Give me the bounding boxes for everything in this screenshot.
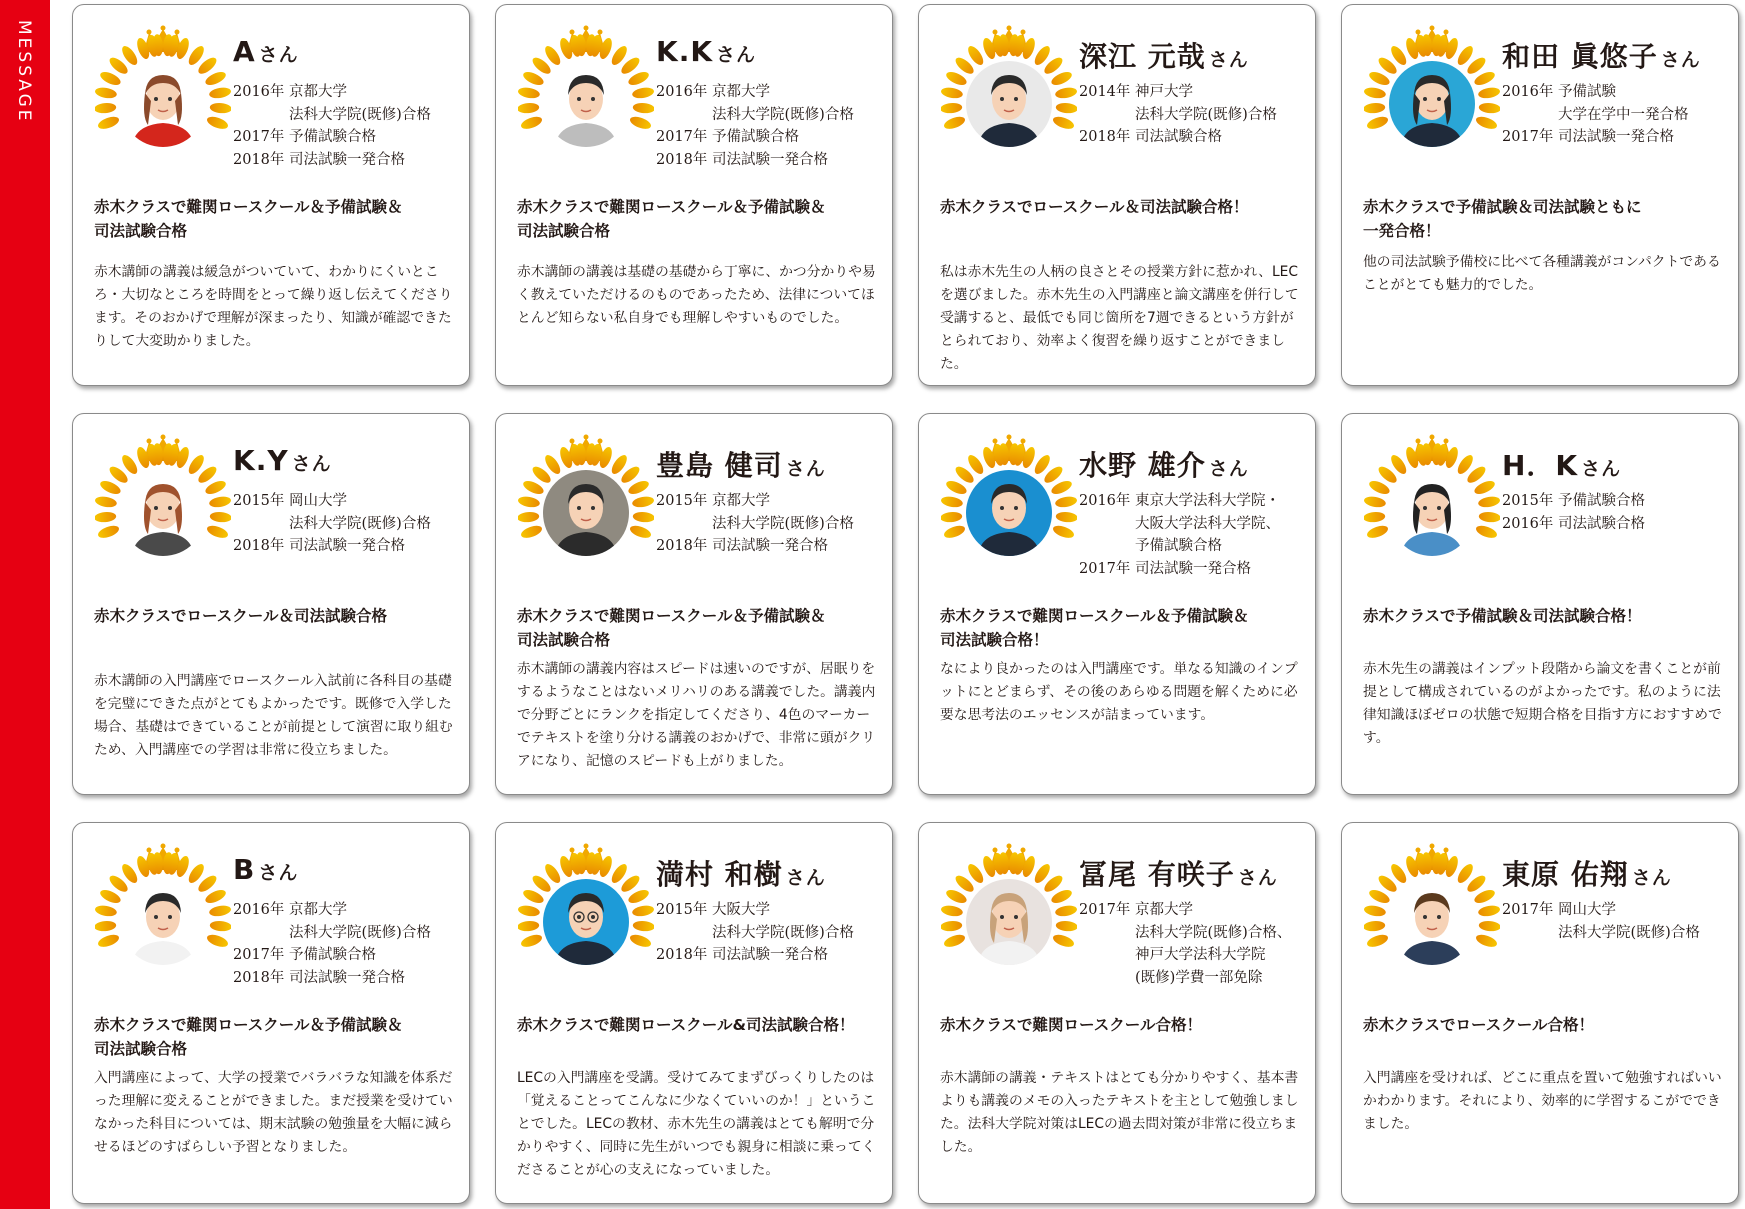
illustration-man-gray-shirt-icon [543, 61, 629, 147]
history-row [656, 944, 854, 967]
person-name: A さん [233, 35, 299, 68]
laurel-emblem [518, 843, 654, 979]
history-text: 岡山大学 [289, 493, 347, 509]
illustration-man-black-hair-icon [120, 879, 206, 965]
history-year [233, 513, 289, 536]
history-row [233, 81, 431, 104]
laurel-emblem [518, 25, 654, 161]
exam-history [233, 899, 431, 989]
photo-man-dark-shirt-icon [543, 470, 629, 556]
history-row [656, 81, 854, 104]
person-name: K.K さん [656, 35, 757, 68]
headline-line: 一発合格！ [1363, 222, 1441, 240]
photo-man-suit-icon [966, 61, 1052, 147]
history-text: 司法試験一発合格 [289, 538, 405, 554]
history-text: 京都大学 [289, 902, 347, 918]
photo-woman-blue-bg-icon [1389, 61, 1475, 147]
illustration-woman-long-hair-icon [120, 470, 206, 556]
history-year: 2018年 [1079, 129, 1131, 145]
history-row [233, 126, 431, 149]
headline-line: 司法試験合格 [94, 222, 188, 240]
exam-history [233, 490, 431, 558]
history-text: 京都大学 [289, 84, 347, 100]
history-year [1079, 513, 1135, 536]
honorific: さん [258, 44, 299, 66]
history-text: 大阪大学 [712, 902, 770, 918]
testimonial-card [495, 4, 893, 386]
headline-line: 赤木クラスで難関ロースクール＆予備試験＆ [517, 607, 826, 625]
laurel-emblem [518, 434, 654, 570]
person-name: 満村 和樹 さん [656, 858, 826, 891]
history-year [656, 104, 712, 127]
headline [940, 1013, 1310, 1037]
history-year [656, 922, 712, 945]
history-text: 大阪大学法科大学院、 [1135, 515, 1280, 532]
history-row [1079, 899, 1291, 922]
headline-line: 赤木クラスでロースクール＆司法試験合格 [94, 607, 387, 625]
honorific: さん [785, 867, 826, 889]
laurel-emblem [95, 25, 231, 161]
history-row [656, 126, 854, 149]
history-row [656, 490, 854, 513]
avatar [966, 470, 1052, 556]
avatar [120, 470, 206, 556]
history-year: 2015年 [656, 902, 708, 918]
history-text: 法科大学院(既修)合格 [1558, 924, 1700, 941]
honorific: さん [716, 44, 757, 66]
testimonial-card [495, 413, 893, 795]
person-name: 豊島 健司 さん [656, 449, 826, 482]
headline [1363, 195, 1733, 243]
headline-line: 赤木クラスで難関ロースクール合格！ [940, 1016, 1202, 1034]
exam-history [656, 899, 854, 967]
history-row [1079, 535, 1280, 558]
testimonial-card [72, 822, 470, 1204]
history-year [233, 922, 289, 945]
history-year: 2018年 [656, 538, 708, 554]
headline [940, 604, 1310, 652]
testimonial-body: 入門講座を受ければ、どこに重点を置いて勉強すればいいかわかります。それにより、効率的に学習するこがでできました。 [1363, 1070, 1722, 1132]
history-year [656, 513, 712, 536]
history-text: 大学在学中一発合格 [1558, 106, 1689, 123]
laurel-emblem [95, 843, 231, 979]
history-year: 2016年 [233, 902, 285, 918]
history-row [1079, 104, 1277, 127]
history-year: 2016年 [656, 84, 708, 100]
illustration-woman-denim-icon [1389, 470, 1475, 556]
testimonial-card [918, 413, 1316, 795]
headline-line: 赤木クラスでロースクール合格！ [1363, 1016, 1594, 1034]
history-row [233, 967, 431, 990]
history-row [233, 149, 431, 172]
laurel-emblem [1364, 25, 1500, 161]
honorific: さん [785, 458, 826, 480]
history-text: 東京大学法科大学院・ [1135, 493, 1280, 509]
history-row [1502, 922, 1700, 945]
laurel-emblem [941, 843, 1077, 979]
headline-line: 赤木クラスで難関ロースクール＆予備試験＆ [940, 607, 1249, 625]
laurel-emblem [1364, 843, 1500, 979]
history-row [233, 490, 431, 513]
history-year [1079, 104, 1135, 127]
headline [94, 604, 464, 628]
headline [517, 604, 887, 652]
history-text: 司法試験一発合格 [289, 151, 405, 168]
history-row [656, 104, 854, 127]
avatar [120, 61, 206, 147]
exam-history [1502, 899, 1700, 944]
exam-history [656, 81, 854, 171]
illustration-woman-short-hair-icon [120, 61, 206, 147]
headline-line: 赤木クラスで難関ロースクール＆予備試験＆ [94, 198, 403, 216]
history-text: 司法試験一発合格 [712, 947, 828, 963]
history-row [1079, 81, 1277, 104]
history-text: 司法試験合格 [1558, 515, 1645, 532]
history-text: 法科大学院(既修)合格 [1135, 106, 1277, 123]
testimonial-card [72, 4, 470, 386]
honorific: さん [1631, 867, 1672, 889]
history-row [656, 535, 854, 558]
history-year: 2017年 [1502, 902, 1554, 918]
history-year [1502, 104, 1558, 127]
photo-woman-light-icon [966, 879, 1052, 965]
history-year [233, 104, 289, 127]
headline-line: 司法試験合格 [517, 222, 611, 240]
history-row [233, 922, 431, 945]
headline-line: 赤木クラスで予備試験＆司法試験合格！ [1363, 607, 1642, 625]
person-name: B さん [233, 853, 299, 886]
history-text: 予備試験合格 [289, 947, 376, 963]
avatar [543, 61, 629, 147]
history-text: 司法試験一発合格 [1558, 129, 1674, 145]
testimonial-body: 赤木先生の講義はインプット段階から論文を書くことが前提として構成されているのがよかったです。私のように法律知識ほぼゼロの状態で短期合格を目指す方におすすめです。 [1363, 661, 1722, 746]
person-name: K.Y さん [233, 444, 332, 477]
history-text: 司法試験一発合格 [289, 969, 405, 986]
history-year [1079, 922, 1135, 945]
headline [1363, 604, 1733, 628]
history-year [1502, 922, 1558, 945]
honorific: さん [1660, 49, 1701, 71]
headline [940, 195, 1310, 219]
avatar [966, 61, 1052, 147]
testimonial-body: なにより良かったのは入門講座です。単なる知識のインプットにとどまらず、その後のあらゆる問題を解くために必要な思考法のエッセンスが詰まっています。 [940, 661, 1298, 723]
exam-history [1079, 899, 1291, 989]
history-year: 2018年 [656, 947, 708, 963]
headline [517, 1013, 887, 1037]
photo-man-blue-bg-icon [966, 470, 1052, 556]
history-row [1502, 490, 1645, 513]
avatar [543, 879, 629, 965]
exam-history [233, 81, 431, 171]
person-name: 冨尾 有咲子 さん [1079, 858, 1278, 891]
laurel-emblem [941, 25, 1077, 161]
laurel-emblem [941, 434, 1077, 570]
history-year: 2016年 [1502, 84, 1554, 100]
history-year [1079, 944, 1135, 967]
headline-line: 赤木クラスでロースクール＆司法試験合格！ [940, 198, 1249, 216]
history-year: 2017年 [1079, 902, 1131, 918]
history-year: 2016年 [233, 84, 285, 100]
headline [94, 195, 464, 243]
testimonial-body: 赤木講師の入門講座でロースクール入試前に各科目の基礎を完璧にできた点がとてもよかったです。既修で入学した場合、基礎はできていることが前提として演習に取り組むため、入門講座での学習は非常に役立ちました。 [94, 673, 453, 758]
testimonial-grid [72, 4, 1739, 1204]
history-text: 司法試験合格 [1135, 129, 1222, 145]
history-row [1079, 126, 1277, 149]
headline-line: 赤木クラスで予備試験＆司法試験ともに [1363, 198, 1642, 216]
history-row [1079, 513, 1280, 536]
honorific: さん [1237, 867, 1278, 889]
history-year: 2015年 [1502, 493, 1554, 509]
person-name: 深江 元哉 さん [1079, 40, 1249, 73]
headline-line: 司法試験合格 [94, 1040, 188, 1058]
headline [1363, 1013, 1733, 1037]
headline-line: 司法試験合格！ [940, 631, 1049, 649]
honorific: さん [1581, 458, 1622, 480]
headline-line: 赤木クラスで難関ロースクール&司法試験合格！ [517, 1016, 855, 1034]
history-text: (既修)学費一部免除 [1135, 969, 1263, 986]
testimonial-card [1341, 4, 1739, 386]
sidebar-label: MESSAGE [14, 20, 34, 124]
testimonial-card [1341, 413, 1739, 795]
history-row [656, 513, 854, 536]
honorific: さん [258, 862, 299, 884]
history-row [1502, 104, 1689, 127]
testimonial-card [918, 822, 1316, 1204]
honorific: さん [291, 453, 332, 475]
avatar [1389, 879, 1475, 965]
testimonial-body: LECの入門講座を受講。受けてみてまずびっくりしたのは「覚えることってこんなに少なくていいのか！」ということでした。LECの教材、赤木先生の講義はとても解明で分かりやすく、同時に先生がいつでも親身に相談に乗ってくださることが心の支えになっていました。 [517, 1070, 876, 1178]
history-text: 法科大学院(既修)合格 [712, 106, 854, 123]
history-year: 2018年 [233, 538, 285, 554]
person-name: H．K さん [1502, 449, 1622, 482]
testimonial-body: 赤木講師の講義内容はスピードは速いのですが、居眠りをするようなことはないメリハリのある講義でした。講義内で分野ごとにランクを指定してくださり、4色のマーカーでテキストを塗り分ける講義のおかげで、非常に頭がクリアになり、記憶のスピードも上がりました。 [517, 661, 876, 769]
history-year: 2018年 [233, 969, 285, 986]
history-text: 予備試験合格 [289, 129, 376, 145]
history-row [233, 535, 431, 558]
history-text: 法科大学院(既修)合格 [712, 924, 854, 941]
history-row [656, 149, 854, 172]
sidebar [0, 0, 50, 1209]
laurel-emblem [95, 434, 231, 570]
history-row [233, 104, 431, 127]
history-text: 京都大学 [712, 84, 770, 100]
history-year: 2015年 [656, 493, 708, 509]
history-row [1502, 126, 1689, 149]
history-text: 予備試験合格 [1558, 493, 1645, 509]
history-text: 法科大学院(既修)合格 [289, 515, 431, 532]
history-year: 2017年 [656, 129, 708, 145]
exam-history [1079, 81, 1277, 149]
history-year: 2018年 [233, 151, 285, 168]
headline [517, 195, 887, 243]
history-year: 2015年 [233, 493, 285, 509]
person-name: 水野 雄介 さん [1079, 449, 1249, 482]
testimonial-body: 入門講座によって、大学の授業でバラバラな知識を体系だった理解に変えることができました。まだ授業を受けていなかった科目については、期末試験の勉強量を大幅に減らせるほどのすばらしい予習となりました。 [94, 1070, 453, 1155]
history-row [233, 513, 431, 536]
avatar [1389, 61, 1475, 147]
exam-history [656, 490, 854, 558]
testimonial-card [495, 822, 893, 1204]
testimonial-body: 赤木講師の講義・テキストはとても分かりやすく、基本書よりも講義のメモの入ったテキストを主として勉強しました。法科大学院対策はLECの過去問対策が非常に役立ちました。 [940, 1070, 1299, 1155]
avatar [966, 879, 1052, 965]
photo-man-glasses-icon [543, 879, 629, 965]
history-text: 司法試験一発合格 [712, 538, 828, 554]
honorific: さん [1208, 49, 1249, 71]
testimonial-body: 赤木講師の講義は基礎の基礎から丁寧に、かつ分かりや易く教えていただけるのものであったため、法律についてほとんど知らない私自身でも理解しやすいものでした。 [517, 264, 876, 326]
history-row [1079, 944, 1291, 967]
history-text: 法科大学院(既修)合格、 [1135, 924, 1292, 941]
history-row [233, 944, 431, 967]
history-year: 2014年 [1079, 84, 1131, 100]
person-name: 和田 眞悠子 さん [1502, 40, 1701, 73]
history-text: 京都大学 [1135, 902, 1193, 918]
headline-line: 司法試験合格 [517, 631, 611, 649]
honorific: さん [1208, 458, 1249, 480]
testimonial-card [918, 4, 1316, 386]
avatar [1389, 470, 1475, 556]
testimonial-card [72, 413, 470, 795]
history-row [1502, 81, 1689, 104]
history-text: 京都大学 [712, 493, 770, 509]
history-year [1079, 535, 1135, 558]
avatar [543, 470, 629, 556]
history-text: 神戸大学法科大学院 [1135, 947, 1266, 963]
headline-line: 赤木クラスで難関ロースクール＆予備試験＆ [94, 1016, 403, 1034]
exam-history [1079, 490, 1280, 580]
exam-history [1502, 490, 1645, 535]
history-text: 法科大学院(既修)合格 [712, 515, 854, 532]
history-row [1079, 558, 1280, 581]
history-text: 法科大学院(既修)合格 [289, 106, 431, 123]
history-year: 2017年 [1079, 560, 1131, 577]
history-row [1079, 490, 1280, 513]
testimonial-body: 他の司法試験予備校に比べて各種講義がコンパクトであることがとても魅力的でした。 [1363, 254, 1721, 293]
headline [94, 1013, 464, 1061]
history-row [656, 922, 854, 945]
testimonial-body: 私は赤木先生の人柄の良さとその授業方針に惹かれ、LECを選びました。赤木先生の入門講座と論文講座を併行して受講すると、最低でも同じ箇所を7週できるという方針がとられており、効率よく復習を繰り返すことができました。 [940, 264, 1299, 372]
history-text: 司法試験一発合格 [1135, 560, 1251, 577]
headline-line: 赤木クラスで難関ロースクール＆予備試験＆ [517, 198, 826, 216]
history-text: 司法試験一発合格 [712, 151, 828, 168]
history-row [656, 899, 854, 922]
illustration-man-navy-jacket-icon [1389, 879, 1475, 965]
history-row [1502, 899, 1700, 922]
history-year: 2017年 [233, 947, 285, 963]
history-text: 予備試験合格 [1135, 538, 1222, 554]
testimonial-card [1341, 822, 1739, 1204]
history-year [1079, 967, 1135, 990]
history-text: 予備試験 [1558, 84, 1616, 100]
history-text: 神戸大学 [1135, 84, 1193, 100]
history-year: 2016年 [1502, 515, 1554, 532]
history-year: 2017年 [1502, 129, 1554, 145]
history-row [1079, 967, 1291, 990]
person-name: 東原 佑翔 さん [1502, 858, 1672, 891]
history-row [233, 899, 431, 922]
history-text: 予備試験合格 [712, 129, 799, 145]
history-row [1079, 922, 1291, 945]
history-year: 2016年 [1079, 493, 1131, 509]
history-text: 岡山大学 [1558, 902, 1616, 918]
laurel-emblem [1364, 434, 1500, 570]
history-row [1502, 513, 1645, 536]
exam-history [1502, 81, 1689, 149]
testimonial-body: 赤木講師の講義は緩急がついていて、わかりにくいところ・大切なところを時間をとって繰り返し伝えてくださります。そのおかげで理解が深まったり、知識が確認できたりして大変助かりました。 [94, 264, 453, 349]
history-text: 法科大学院(既修)合格 [289, 924, 431, 941]
history-year: 2017年 [233, 129, 285, 145]
history-year: 2018年 [656, 151, 708, 168]
avatar [120, 879, 206, 965]
